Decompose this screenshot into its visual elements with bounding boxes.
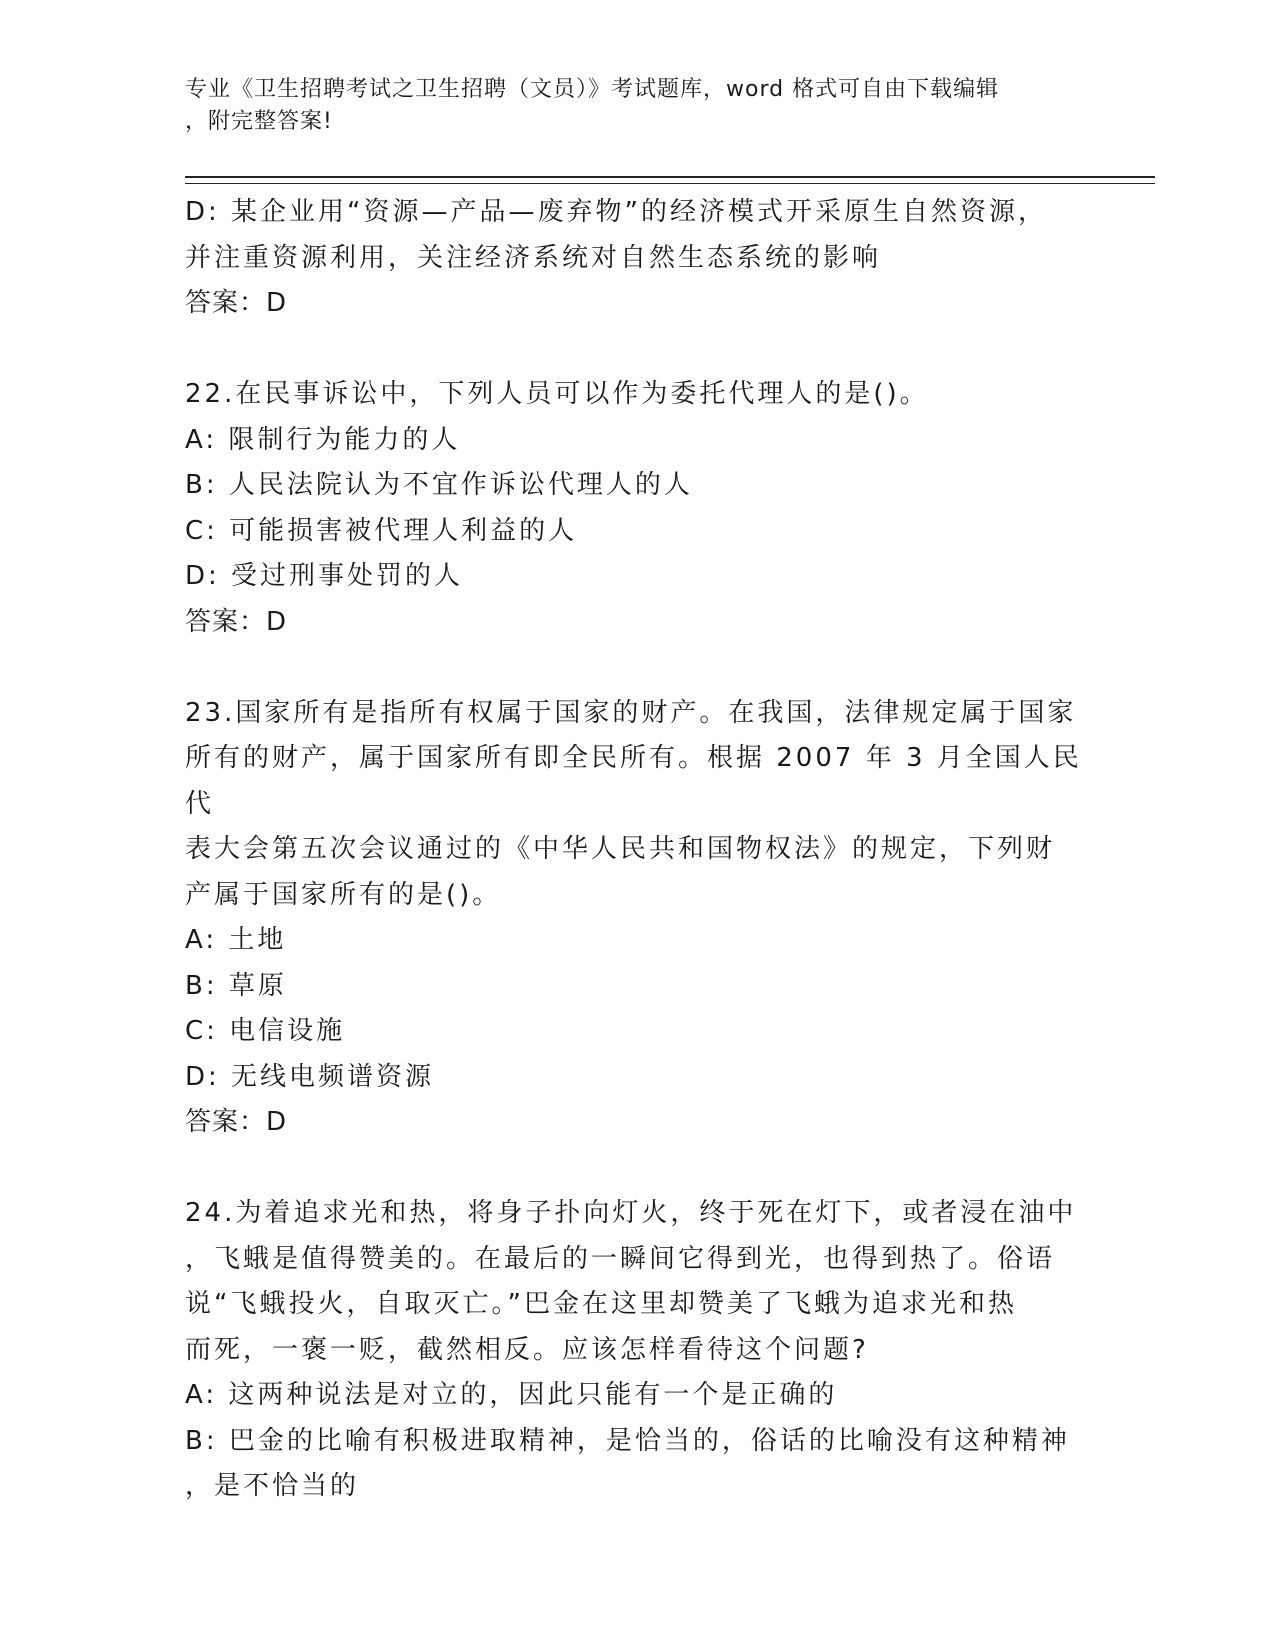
question-stem-continued: 而死，一褒一贬，截然相反。应该怎样看待这个问题?: [185, 1334, 869, 1365]
question-stem-continued: ，飞蛾是值得赞美的。在最后的一瞬间它得到光，也得到热了。俗语: [185, 1243, 1056, 1274]
question-23: [185, 691, 1085, 1146]
answer: 答案：D: [185, 1107, 288, 1137]
option-b: B: 草原: [185, 970, 287, 1001]
option-c: C: 可能损害被代理人利益的人: [185, 515, 578, 546]
question-21-tail: [185, 190, 1085, 327]
question-stem-continued: 所有的财产，属于国家所有即全民所有。根据 2007 年 3 月全国人民代: [185, 743, 1082, 819]
option-d: D: 无线电频谱资源: [185, 1061, 435, 1092]
question-stem-continued: 产属于国家所有的是()。: [185, 879, 502, 910]
option-c: C: 电信设施: [185, 1016, 346, 1046]
answer: 答案：D: [185, 606, 288, 637]
option-a: A: 土地: [185, 925, 287, 955]
question-22: [185, 372, 1085, 645]
header-line-1: 专业《卫生招聘考试之卫生招聘（文员）》考试题库，word 格式可自由下载编辑: [185, 77, 1000, 102]
option-b-continued: ，是不恰当的: [185, 1471, 360, 1501]
document-header: [185, 74, 1065, 138]
question-stem: 23.国家所有是指所有权属于国家的财产。在我国，法律规定属于国家: [185, 697, 1077, 728]
spacer: [185, 645, 1085, 691]
question-stem: 24.为着追求光和热，将身子扑向灯火，终于死在灯下，或者浸在油中: [185, 1198, 1077, 1228]
option-a: A: 这两种说法是对立的，因此只能有一个是正确的: [185, 1380, 838, 1410]
answer: 答案：D: [185, 288, 288, 318]
question-stem-continued: 说“飞蛾投火，自取灭亡。”巴金在这里却赞美了飞蛾为追求光和热: [185, 1289, 1017, 1319]
spacer: [185, 327, 1085, 373]
option-a: A: 限制行为能力的人: [185, 424, 461, 455]
option-d-continued: 并注重资源利用，关注经济系统对自然生态系统的影响: [185, 242, 882, 273]
option-b: B: 巴金的比喻有积极进取精神，是恰当的，俗话的比喻没有这种精神: [185, 1425, 1070, 1456]
question-stem-continued: 表大会第五次会议通过的《中华人民共和国物权法》的规定，下列财: [185, 834, 1056, 864]
header-divider-thick: [185, 176, 1155, 178]
header-divider-thin: [185, 183, 1155, 184]
spacer: [185, 1146, 1085, 1192]
question-24: [185, 1191, 1085, 1510]
option-d: D: 受过刑事处罚的人: [185, 561, 464, 591]
header-line-2: ，附完整答案!: [185, 109, 333, 134]
option-b: B: 人民法院认为不宜作诉讼代理人的人: [185, 470, 693, 500]
document-body: [185, 190, 1085, 1510]
question-stem: 22.在民事诉讼中，下列人员可以作为委托代理人的是()。: [185, 379, 929, 409]
option-d: D: 某企业用“资源—产品—废弃物”的经济模式开采原生自然资源，: [185, 197, 1047, 227]
